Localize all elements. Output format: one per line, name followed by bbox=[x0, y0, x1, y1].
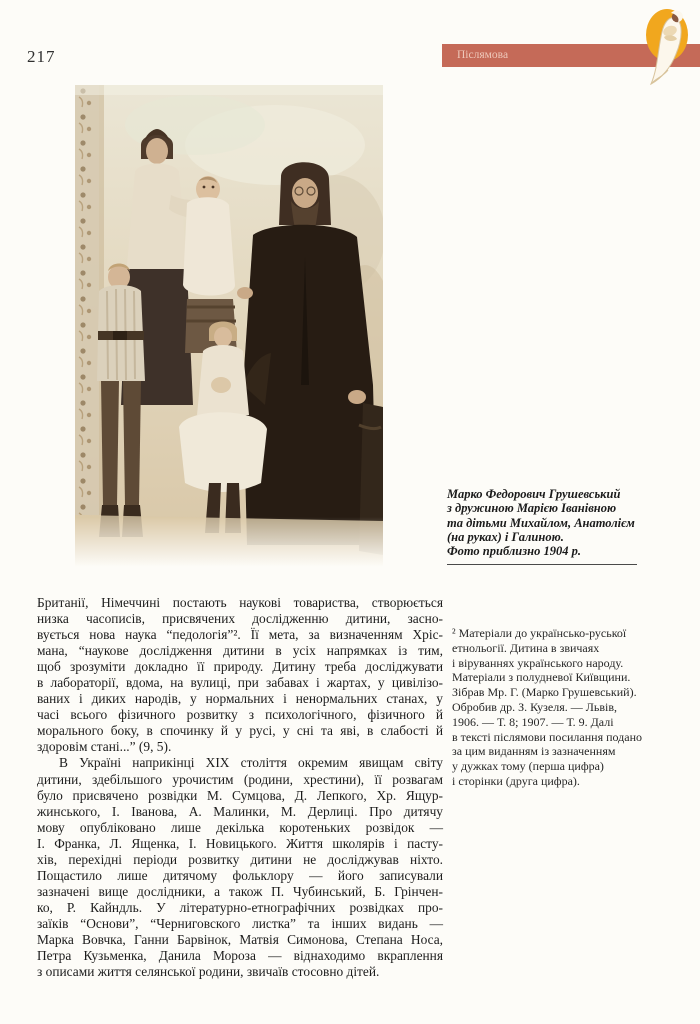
body-line: І. Франка, Л. Ященка, І. Новицького. Життя школярів і пасту- bbox=[37, 835, 443, 851]
footnote-line: Зібрав Мр. Г. (Марко Грушевський). bbox=[452, 685, 637, 700]
body-line: хів, перехідні періоди розвитку дитини не досліджував ніхто. bbox=[37, 851, 443, 867]
body-line: Марка Вовчка, Ганни Барвінок, Матвія Симонова, Степана Носа, bbox=[37, 931, 443, 947]
body-line: жинського, І. Іванова, А. Малинки, М. Дерлиці. Про дитячу bbox=[37, 803, 443, 819]
body-line: низка часописів, присвячених дослідженню дитини, засно- bbox=[37, 611, 443, 627]
body-line: морального боку, в спочинку й у русі, у сні та яві, в слабості й bbox=[37, 723, 443, 739]
caption-line: (на руках) і Галиною. bbox=[447, 529, 564, 544]
body-line: мана, “наукове дослідження дитини в усіх напрямках із тим, bbox=[37, 643, 443, 659]
footnote-line: у дужках тому (перша цифра) bbox=[452, 759, 604, 774]
body-line: було присвячено розвідки М. Сумцова, Д. Лепкого, Хр. Ящур- bbox=[37, 787, 443, 803]
family-photo bbox=[75, 85, 383, 567]
footnote-line: 1906. — Т. 8; 1907. — Т. 9. Далі bbox=[452, 714, 614, 729]
footnote-line: Обробив др. З. Кузеля. — Львів, bbox=[452, 699, 618, 714]
caption-line: та дітьми Михайлом, Анатолієм bbox=[447, 515, 635, 530]
body-text bbox=[37, 595, 443, 980]
body-line: в лабораторії, вдома, на вулиці, при забавах і жартах, у цивілізо- bbox=[37, 675, 443, 691]
footnote-line: етнольогії. Дитина в звичаях bbox=[452, 640, 600, 655]
body-line: ко, Р. Кайндль. У літературно-етнографічних розвідках про- bbox=[37, 899, 443, 915]
footnote-line: і віруваннях українського народу. bbox=[452, 655, 624, 670]
caption-line: з дружиною Марією Іванівною bbox=[447, 501, 617, 516]
page-number: 217 bbox=[27, 47, 56, 66]
body-line: часі всього фізичного розвитку з психологічного, фізичного й bbox=[37, 707, 443, 723]
body-line: вується нова наука “педологія”². Її мета, за визначенням Хріс- bbox=[37, 627, 443, 643]
body-line: дитини, здебільшого урочистим (родини, хрестини), її розвагам bbox=[37, 771, 443, 787]
footnote-line: в тексті післямови посилання подано bbox=[452, 729, 643, 744]
body-line: Британії, Німеччині постають наукові товариства, створюється bbox=[37, 595, 443, 610]
body-line: В Україні наприкінці XIX століття окремим явищам світу bbox=[59, 755, 443, 771]
body-line: зазначені вище дослідники, а також П. Чубинський, Б. Грінчен- bbox=[37, 883, 443, 899]
footnote-line: і сторінки (друга цифра). bbox=[452, 773, 580, 788]
footnote-line: Матеріали з полудневої Київщини. bbox=[452, 670, 631, 685]
body-line: заїків “Основи”, “Черниговского листка” та інших видань — bbox=[37, 915, 443, 931]
caption-line: Фото приблизно 1904 р. bbox=[447, 544, 581, 559]
body-line: мову опубліковано лише декілька коротеньких розвідок — bbox=[37, 819, 443, 835]
footnote-line: ² Матеріали до українсько-руської bbox=[452, 626, 627, 640]
caption-line: Марко Федорович Грушевський bbox=[447, 487, 621, 501]
body-line: з описами життя селянської родини, звичаїв стосовно дітей. bbox=[37, 964, 380, 980]
body-line: здоровім стані...” (9, 5). bbox=[37, 739, 172, 755]
body-line: щоб зрозуміти докладно її природу. Дитину треба досліджувати bbox=[37, 659, 443, 675]
photo-caption-lines bbox=[447, 487, 647, 558]
section-title: Післямова bbox=[457, 49, 509, 61]
body-line: Пощастило лише дитячому фольклору — його записували bbox=[37, 867, 443, 883]
body-line: Петра Кузьменка, Данила Мороза — віднаходимо вкраплення bbox=[37, 948, 443, 964]
mother-with-child-icon bbox=[634, 4, 700, 88]
photo-caption bbox=[447, 487, 647, 565]
footnote bbox=[452, 626, 694, 789]
footnote-line: за цим виданням із зазначенням bbox=[452, 744, 616, 759]
body-line: ваних і диких народів, у нормальних і ненормальних станах, у bbox=[37, 691, 443, 707]
caption-rule bbox=[447, 564, 637, 565]
